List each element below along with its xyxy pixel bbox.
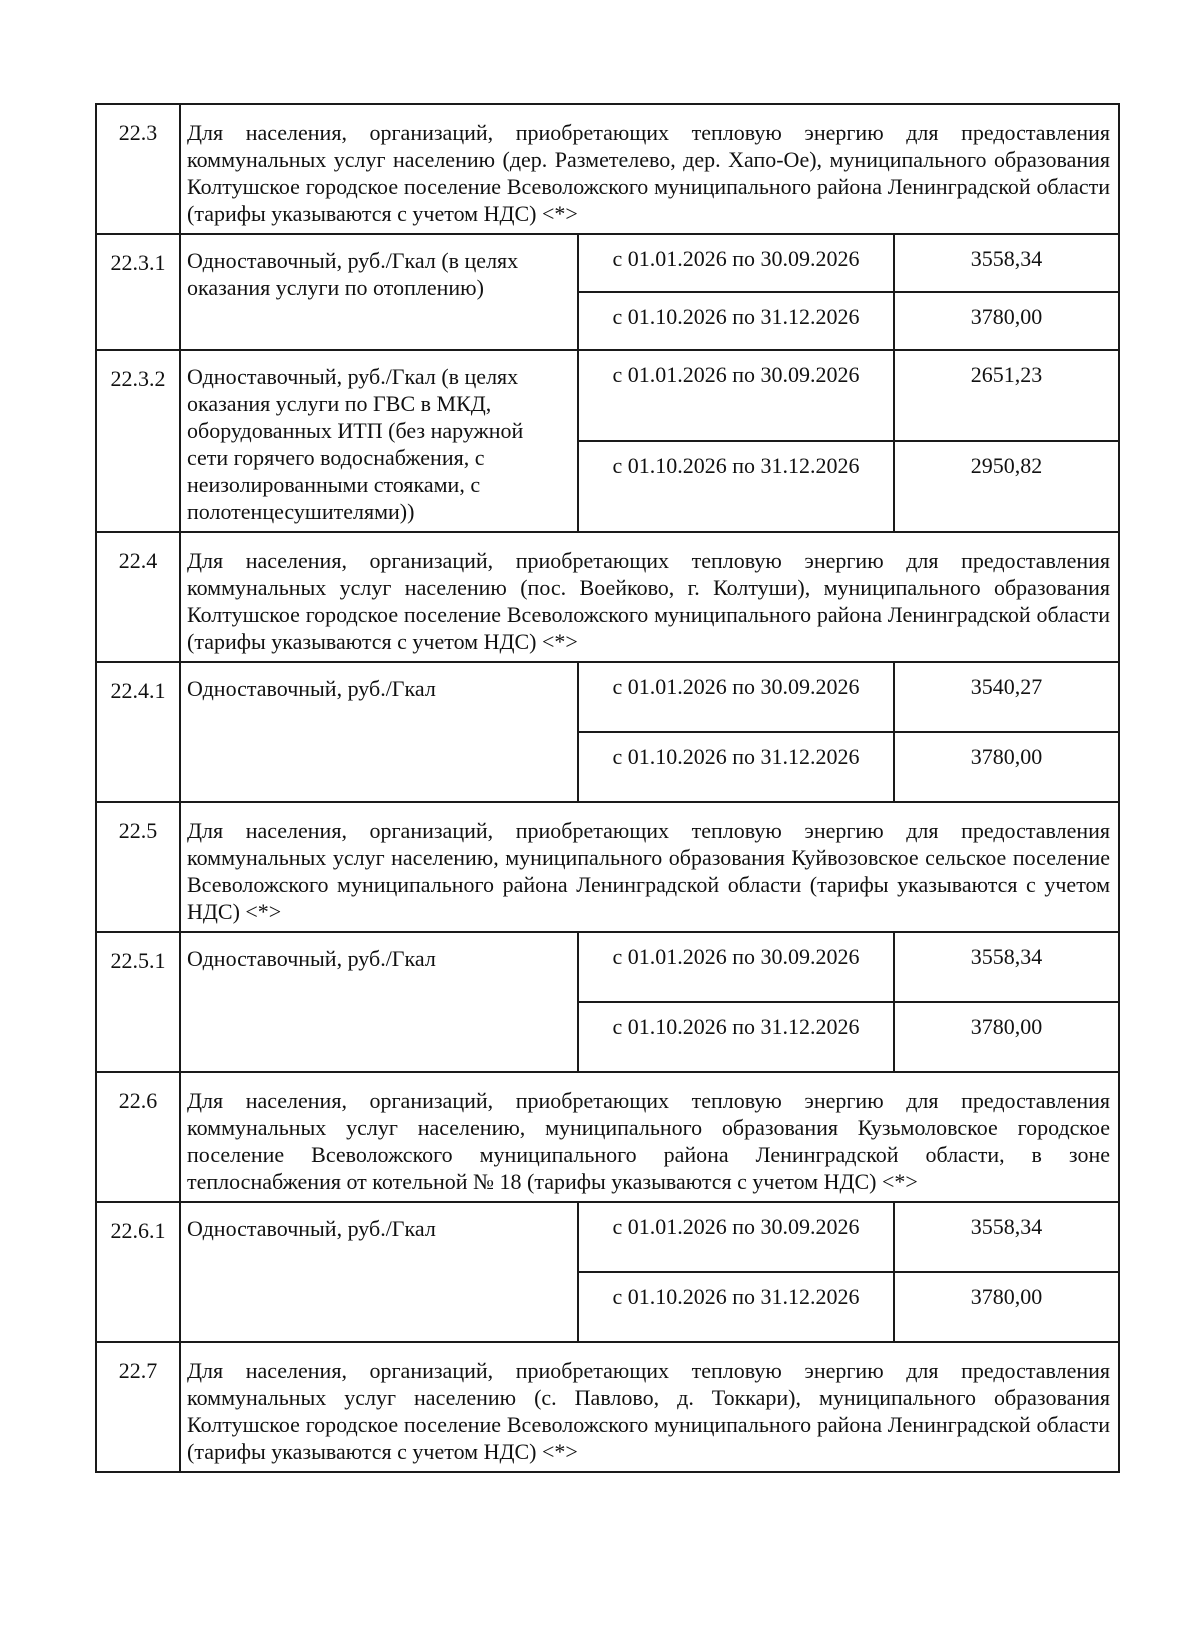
section-row [96,532,1119,662]
section-number: 22.4 [96,532,180,662]
section-number: 22.5 [96,802,180,932]
section-description: Для населения, организаций, приобретающих тепловую энергию для предоставления коммунальных услуг населению, муниципального образования Кузьмоловское городское поселение Всеволожского муниципального района Ленинградской области, в зоне теплоснабжения от котельной № 18 (тарифы указываются с учетом НДС) <*> [180,1072,1119,1202]
item-description: Одноставочный, руб./Гкал (в целях оказания услуги по отоплению) [180,234,578,350]
tariff-value: 3558,34 [894,234,1119,292]
item-row [96,234,1119,292]
period-cell: с 01.01.2026 по 30.09.2026 [578,350,894,441]
item-description: Одноставочный, руб./Гкал (в целях оказания услуги по ГВС в МКД, оборудованных ИТП (без наружной сети горячего водоснабжения, с неизолированными стояками, с полотенцесушителями)) [180,350,578,532]
item-number: 22.4.1 [96,662,180,802]
tariff-value: 2651,23 [894,350,1119,441]
item-number: 22.5.1 [96,932,180,1072]
tariff-value: 3780,00 [894,292,1119,350]
period-cell: с 01.01.2026 по 30.09.2026 [578,662,894,732]
item-row [96,1202,1119,1272]
item-description: Одноставочный, руб./Гкал [180,662,578,802]
period-cell: с 01.10.2026 по 31.12.2026 [578,441,894,532]
section-description: Для населения, организаций, приобретающих тепловую энергию для предоставления коммунальных услуг населению (дер. Разметелево, дер. Хапо-Ое), муниципального образования Колтушское городское поселение Всеволожского муниципального района Ленинградской области (тарифы указываются с учетом НДС) <*> [180,104,1119,234]
tariff-value: 3780,00 [894,1002,1119,1072]
item-number: 22.3.1 [96,234,180,350]
period-cell: с 01.10.2026 по 31.12.2026 [578,1002,894,1072]
tariff-table-body [96,104,1119,1472]
item-row [96,932,1119,1002]
tariff-value: 3558,34 [894,1202,1119,1272]
tariff-value: 3558,34 [894,932,1119,1002]
section-number: 22.3 [96,104,180,234]
section-description: Для населения, организаций, приобретающих тепловую энергию для предоставления коммунальных услуг населению, муниципального образования Куйвозовское сельское поселение Всеволожского муниципального района Ленинградской области (тарифы указываются с учетом НДС) <*> [180,802,1119,932]
section-description: Для населения, организаций, приобретающих тепловую энергию для предоставления коммунальных услуг населению (с. Павлово, д. Токкари), муниципального образования Колтушское городское поселение Всеволожского муниципального района Ленинградской области (тарифы указываются с учетом НДС) <*> [180,1342,1119,1472]
item-row [96,350,1119,441]
item-row [96,662,1119,732]
item-description: Одноставочный, руб./Гкал [180,1202,578,1342]
section-row [96,1072,1119,1202]
item-number: 22.6.1 [96,1202,180,1342]
period-cell: с 01.01.2026 по 30.09.2026 [578,1202,894,1272]
section-number: 22.6 [96,1072,180,1202]
section-row [96,1342,1119,1472]
section-row [96,104,1119,234]
tariff-value: 2950,82 [894,441,1119,532]
period-cell: с 01.10.2026 по 31.12.2026 [578,732,894,802]
section-number: 22.7 [96,1342,180,1472]
period-cell: с 01.10.2026 по 31.12.2026 [578,292,894,350]
tariff-value: 3780,00 [894,732,1119,802]
item-number: 22.3.2 [96,350,180,532]
section-description: Для населения, организаций, приобретающих тепловую энергию для предоставления коммунальных услуг населению (пос. Воейково, г. Колтуши), муниципального образования Колтушское городское поселение Всеволожского муниципального района Ленинградской области (тарифы указываются с учетом НДС) <*> [180,532,1119,662]
tariff-table [95,103,1120,1473]
tariff-value: 3540,27 [894,662,1119,732]
period-cell: с 01.01.2026 по 30.09.2026 [578,234,894,292]
tariff-value: 3780,00 [894,1272,1119,1342]
section-row [96,802,1119,932]
period-cell: с 01.01.2026 по 30.09.2026 [578,932,894,1002]
period-cell: с 01.10.2026 по 31.12.2026 [578,1272,894,1342]
item-description: Одноставочный, руб./Гкал [180,932,578,1072]
